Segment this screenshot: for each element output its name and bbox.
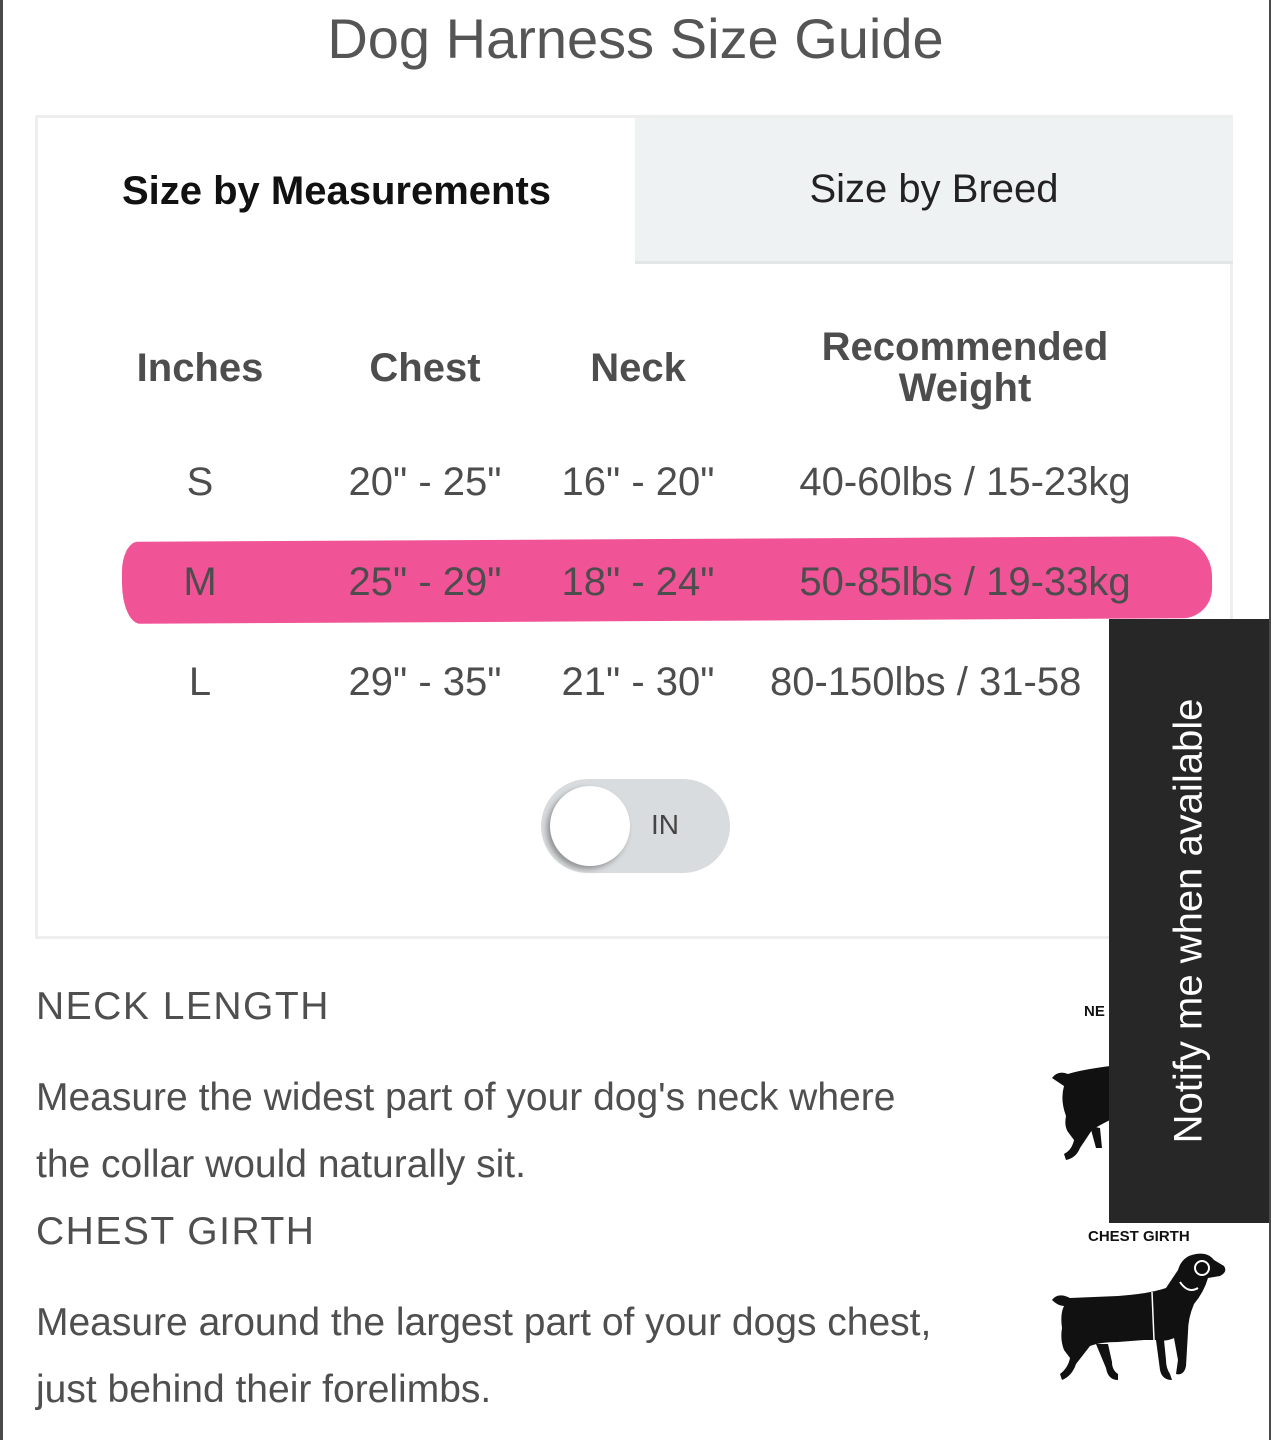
neck-length-text: Measure the widest part of your dog's neck where the collar would naturally sit. — [36, 1076, 896, 1186]
tab-size-by-breed[interactable]: Size by Breed — [635, 118, 1233, 264]
header-inches: Inches — [136, 346, 264, 390]
header-neck: Neck — [590, 346, 686, 390]
header-weight-line2: Weight — [898, 366, 1032, 410]
notify-me-label: Notify me when available — [1166, 698, 1211, 1144]
header-weight-line1: Recommended — [821, 325, 1109, 369]
row-m-neck: 18" - 24" — [561, 560, 715, 604]
toggle-knob[interactable] — [550, 786, 630, 866]
row-l-chest: 29" - 35" — [348, 660, 502, 704]
chest-illustration-label: CHEST GIRTH — [1088, 1228, 1190, 1245]
chest-girth-text: Measure around the largest part of your dogs chest, just behind their forelimbs. — [36, 1301, 932, 1411]
row-l-neck: 21" - 30" — [561, 660, 715, 704]
row-l-size: L — [188, 660, 212, 704]
header-chest: Chest — [369, 346, 481, 390]
toggle-label: IN — [651, 809, 679, 840]
row-s-weight: 40-60lbs / 15-23kg — [799, 460, 1131, 504]
row-l-weight: 80-150lbs / 31-58 — [770, 660, 1082, 704]
row-m-weight: 50-85lbs / 19-33kg — [799, 560, 1131, 604]
dog-silhouette-icon — [1050, 1040, 1110, 1165]
unit-toggle[interactable] — [541, 779, 730, 873]
tab-size-by-measurements[interactable]: Size by Measurements — [38, 118, 635, 264]
row-m-size: M — [183, 560, 217, 604]
notify-me-button[interactable] — [1109, 619, 1269, 1223]
row-s-neck: 16" - 20" — [561, 460, 715, 504]
row-s-chest: 20" - 25" — [348, 460, 502, 504]
page-title: Dog Harness Size Guide — [327, 7, 944, 70]
neck-length-heading: NECK LENGTH — [36, 985, 330, 1028]
row-m-chest: 25" - 29" — [348, 560, 502, 604]
dog-silhouette-icon — [1048, 1248, 1228, 1388]
neck-illustration-label: NE — [1084, 1003, 1105, 1020]
page-edge-left — [0, 0, 3, 1440]
row-s-size: S — [186, 460, 214, 504]
chest-girth-heading: CHEST GIRTH — [36, 1210, 316, 1253]
